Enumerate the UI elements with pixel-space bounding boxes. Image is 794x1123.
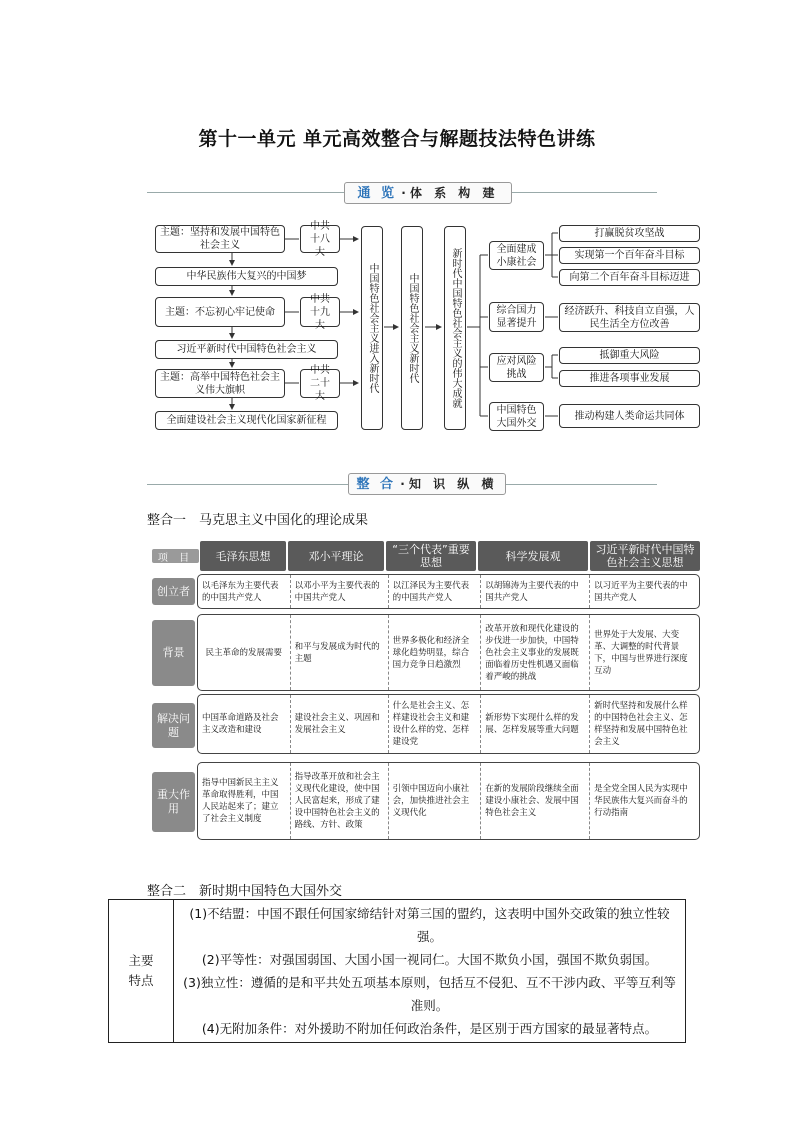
center-box-socialism-new-era: 中国特色社会主义新时代	[401, 226, 423, 430]
banner-highlight: 通 览	[357, 186, 398, 201]
mid-box-major-diplomacy: 中国特色大国外交	[489, 402, 544, 431]
chinese-dream-box: 中华民族伟大复兴的中国梦	[155, 267, 338, 286]
center-box-new-era: 中国特色社会主义进入新时代	[361, 226, 383, 430]
founder-hu: 以胡锦涛为主要代表的中国共产党人	[480, 575, 589, 608]
integration-banner	[348, 473, 506, 495]
diplomacy-item-4: (4)无附加条件：对外援助不附加任何政治条件，是区别于西方国家的最显著特点。	[201, 1021, 658, 1036]
role-mao: 指导中国新民主主义革命取得胜利，中国人民站起来了；建立了社会主义制度	[202, 778, 279, 824]
diplomacy-table	[108, 899, 686, 1043]
xi-thought-box: 习近平新时代中国特色社会主义	[155, 340, 338, 359]
diplomacy-items	[174, 900, 686, 1043]
mid-box-moderately-prosperous: 全面建成小康社会	[489, 241, 544, 270]
section-1-heading: 整合一 马克思主义中国化的理论成果	[147, 513, 369, 528]
banner-dot-2: ·	[400, 477, 405, 491]
table1-header-xi: 习近平新时代中国特色社会主义思想	[590, 541, 700, 571]
new-journey-box: 全面建设社会主义现代化国家新征程	[155, 411, 338, 430]
theme-box-20: 主题：高举中国特色社会主义伟大旗帜	[155, 369, 285, 398]
background-deng: 和平与发展成为时代的主题	[290, 615, 388, 690]
banner-dot: ·	[401, 186, 406, 200]
page-title: 第十一单元 单元高效整合与解题技法特色讲练	[198, 128, 596, 150]
diplomacy-label-text: 主要特点	[128, 953, 154, 988]
problems-deng: 建设社会主义、巩固和发展社会主义	[290, 695, 388, 753]
theme-box-18: 主题：坚持和发展中国特色社会主义	[155, 225, 285, 253]
congress-19: 中共十九大	[300, 297, 340, 327]
row-role	[197, 762, 700, 840]
role-xi: 是全党全国人民为实现中华民族伟大复兴而奋斗的行动指南	[589, 763, 699, 839]
section-2-heading: 整合二 新时期中国特色大国外交	[147, 884, 343, 899]
founder-xi: 以习近平为主要代表的中国共产党人	[589, 575, 699, 608]
right-box-advance-causes: 推进各项事业发展	[559, 370, 700, 387]
row-background	[197, 614, 700, 691]
diplomacy-item-3: (3)独立性：遵循的是和平共处五项基本原则，包括互不侵犯、互不干涉内政、平等互利等准则。	[183, 975, 676, 1013]
row-label-founder: 创立者	[152, 578, 195, 605]
row-founder	[197, 574, 700, 609]
founder-deng: 以邓小平为主要代表的中国共产党人	[290, 575, 388, 608]
role-jiang: 引领中国迈向小康社会，加快推进社会主义现代化	[388, 763, 481, 839]
center-box-achievements: 新时代中国特色社会主义的伟大成就	[444, 226, 466, 430]
role-deng: 指导改革开放和社会主义现代化建设，使中国人民富起来，形成了建设中国特色社会主义的路线、方针、政策	[290, 763, 388, 839]
right-box-poverty: 打赢脱贫攻坚战	[559, 225, 700, 242]
table1-header-mao: 毛泽东思想	[200, 541, 286, 571]
row-label-background: 背景	[152, 620, 195, 686]
banner-subtitle: 体 系 构 建	[409, 186, 499, 200]
table1-header-scientific-development: 科学发展观	[478, 541, 588, 571]
right-box-shared-future: 推动构建人类命运共同体	[559, 404, 700, 428]
banner-subtitle-2: 知 识 纵 横	[408, 477, 498, 491]
background-jiang: 世界多极化和经济全球化趋势明显，综合国力竞争日趋激烈	[388, 615, 481, 690]
table1-header-deng: 邓小平理论	[288, 541, 384, 571]
problems-hu: 新形势下实现什么样的发展、怎样发展等重大问题	[480, 695, 589, 753]
banner-highlight-2: 整 合	[356, 477, 397, 492]
problems-xi: 新时代坚持和发展什么样的中国特色社会主义、怎样坚持和发展中国特色社会主义	[589, 695, 699, 753]
row-label-problems: 解决问题	[152, 703, 195, 748]
background-xi: 世界处于大发展、大变革、大调整的时代背景下，中国与世界进行深度互动	[589, 615, 699, 690]
right-box-resist-risks: 抵御重大风险	[559, 347, 700, 364]
mid-box-risk-challenges: 应对风险挑战	[489, 353, 544, 382]
right-box-economy: 经济跃升、科技自立自强，人民生活全方位改善	[559, 303, 700, 332]
row-label-role: 重大作用	[152, 772, 195, 832]
table1-corner: 项 目	[152, 549, 199, 563]
founder-mao: 以毛泽东为主要代表的中国共产党人	[202, 580, 279, 603]
mid-box-national-strength: 综合国力显著提升	[489, 302, 544, 332]
diplomacy-item-1: (1)不结盟：中国不跟任何国家缔结针对第三国的盟约，这表明中国外交政策的独立性较强。	[189, 906, 670, 944]
theme-box-19: 主题：不忘初心牢记使命	[155, 297, 285, 327]
row-problems	[197, 694, 700, 754]
background-hu: 改革开放和现代化建设的步伐进一步加快，中国特色社会主义事业的发展既面临着历史性机遇又面临着严峻的挑战	[480, 615, 589, 690]
problems-mao: 中国革命道路及社会主义改造和建设	[202, 713, 279, 735]
table1-header-three-represents: “三个代表”重要思想	[386, 541, 476, 571]
congress-20: 中共二十大	[300, 369, 340, 398]
background-mao: 民主革命的发展需要	[205, 647, 283, 658]
congress-18: 中共十八大	[300, 225, 340, 253]
diplomacy-item-2: (2)平等性：对强国弱国、大国小国一视同仁。大国不欺负小国，强国不欺负弱国。	[201, 952, 658, 967]
diplomacy-label	[109, 900, 174, 1043]
founder-jiang: 以江泽民为主要代表的中国共产党人	[388, 575, 481, 608]
problems-jiang: 什么是社会主义、怎样建设社会主义和建设什么样的党、怎样建设党	[388, 695, 481, 753]
right-box-first-goal: 实现第一个百年奋斗目标	[559, 247, 700, 264]
role-hu: 在新的发展阶段继续全面建设小康社会、发展中国特色社会主义	[480, 763, 589, 839]
right-box-second-goal: 向第二个百年奋斗目标迈进	[559, 269, 700, 286]
overview-banner	[344, 182, 512, 204]
